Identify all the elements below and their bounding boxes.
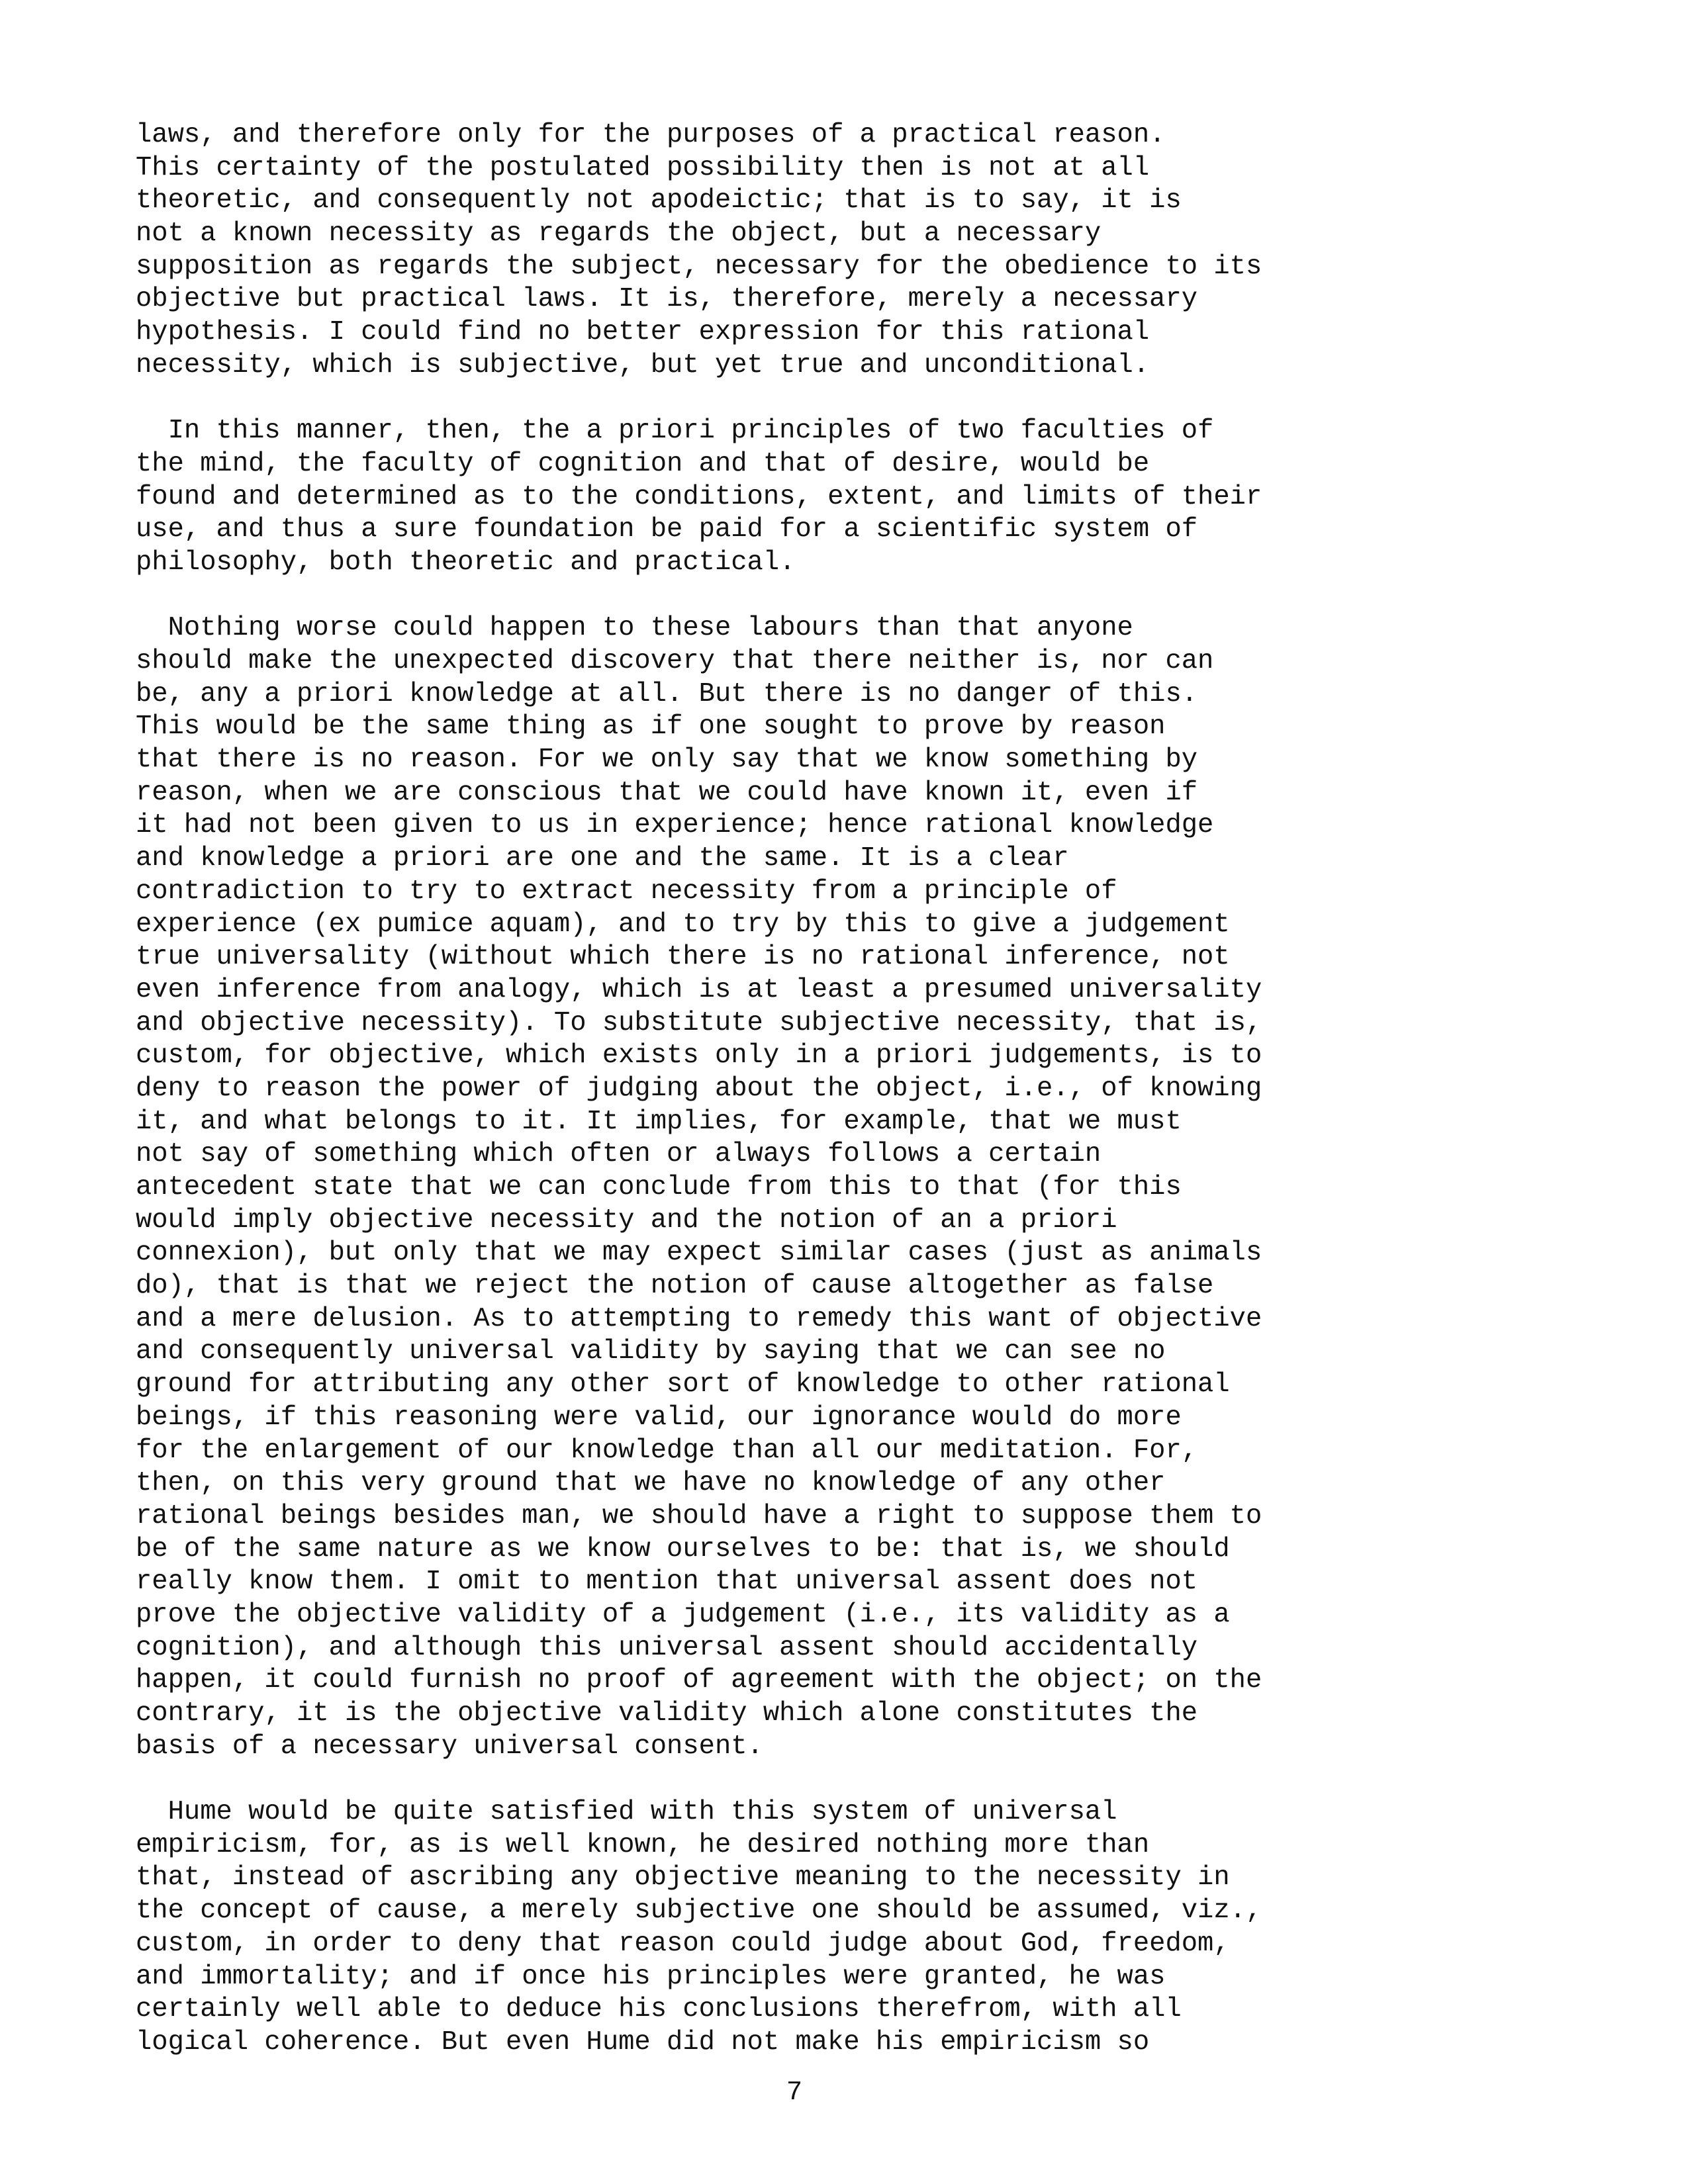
text-line: ground for attributing any other sort of knowledge to other rational xyxy=(136,1369,1230,1400)
paragraph xyxy=(136,612,1559,1763)
text-line: not a known necessity as regards the object, but a necessary xyxy=(136,218,1102,250)
text-line: logical coherence. But even Hume did not make his empiricism so xyxy=(136,2026,1150,2058)
text-line: really know them. I omit to mention that universal assent does not xyxy=(136,1567,1198,1598)
paragraph xyxy=(136,119,1559,383)
text-line: should make the unexpected discovery that there neither is, nor can xyxy=(136,646,1214,676)
text-line: empiricism, for, as is well known, he desired nothing more than xyxy=(136,1829,1150,1860)
text-line: and immortality; and if once his principles were granted, he was xyxy=(136,1961,1166,1992)
text-line: In this manner, then, the a priori principles of two faculties of xyxy=(136,416,1214,447)
text-line: and a mere delusion. As to attempting to remedy this want of objective xyxy=(136,1303,1262,1334)
page-number: 7 xyxy=(786,2077,803,2108)
text-line: be of the same nature as we know ourselves to be: that is, we should xyxy=(136,1533,1230,1565)
text-line: theoretic, and consequently not apodeictic; that is to say, it is xyxy=(136,185,1182,216)
text-line: contradiction to try to extract necessity from a principle of xyxy=(136,876,1117,907)
text-line: connexion), but only that we may expect similar cases (just as animals xyxy=(136,1238,1262,1269)
text-line: certainly well able to deduce his conclusions therefrom, with all xyxy=(136,1994,1182,2025)
text-line: custom, in order to deny that reason could judge about God, freedom, xyxy=(136,1928,1230,1959)
text-line: be, any a priori knowledge at all. But there is no danger of this. xyxy=(136,678,1198,709)
text-line: cognition), and although this universal assent should accidentally xyxy=(136,1632,1198,1663)
text-line: beings, if this reasoning were valid, our ignorance would do more xyxy=(136,1402,1182,1433)
text-line: happen, it could furnish no proof of agreement with the object; on the xyxy=(136,1665,1262,1696)
text-line: and consequently universal validity by saying that we can see no xyxy=(136,1336,1166,1367)
text-line: necessity, which is subjective, but yet true and unconditional. xyxy=(136,349,1150,381)
text-line: This would be the same thing as if one sought to prove by reason xyxy=(136,711,1166,743)
text-line: prove the objective validity of a judgement (i.e., its validity as a xyxy=(136,1599,1230,1630)
text-line: the mind, the faculty of cognition and that of desire, would be xyxy=(136,448,1150,479)
text-line: even inference from analogy, which is at least a presumed universality xyxy=(136,974,1262,1005)
text-line: do), that is that we reject the notion of cause altogether as false xyxy=(136,1271,1214,1302)
text-line: contrary, it is the objective validity which alone constitutes the xyxy=(136,1698,1198,1729)
text-line: supposition as regards the subject, necessary for the obedience to its xyxy=(136,251,1262,282)
text-line: laws, and therefore only for the purposes of a practical reason. xyxy=(136,120,1166,150)
text-line: true universality (without which there is no rational inference, not xyxy=(136,942,1230,973)
text-line: then, on this very ground that we have no knowledge of any other xyxy=(136,1468,1166,1499)
text-line: it had not been given to us in experience; hence rational knowledge xyxy=(136,810,1214,841)
text-line: and objective necessity). To substitute subjective necessity, that is, xyxy=(136,1007,1262,1038)
text-line: it, and what belongs to it. It implies, for example, that we must xyxy=(136,1106,1182,1137)
text-line: hypothesis. I could find no better expression for this rational xyxy=(136,317,1150,348)
text-line: basis of a necessary universal consent. xyxy=(136,1731,763,1762)
text-line: use, and thus a sure foundation be paid for a scientific system of xyxy=(136,514,1198,545)
text-line: experience (ex pumice aquam), and to try by this to give a judgement xyxy=(136,909,1230,940)
text-line: that, instead of ascribing any objective meaning to the necessity in xyxy=(136,1862,1230,1893)
text-line: Nothing worse could happen to these labours than that anyone xyxy=(136,613,1133,644)
body-text xyxy=(136,119,1559,2060)
text-line: that there is no reason. For we only say that we know something by xyxy=(136,745,1198,776)
text-line: objective but practical laws. It is, therefore, merely a necessary xyxy=(136,284,1198,315)
text-line: the concept of cause, a merely subjective one should be assumed, viz., xyxy=(136,1895,1262,1927)
text-line: and knowledge a priori are one and the same. It is a clear xyxy=(136,843,1069,874)
text-line: antecedent state that we can conclude from this to that (for this xyxy=(136,1172,1182,1203)
paragraph xyxy=(136,1796,1559,2060)
text-line: not say of something which often or always follows a certain xyxy=(136,1139,1102,1170)
paragraph xyxy=(136,415,1559,579)
text-line: custom, for objective, which exists only in a priori judgements, is to xyxy=(136,1040,1262,1071)
text-line: deny to reason the power of judging about the object, i.e., of knowing xyxy=(136,1073,1262,1104)
text-line: would imply objective necessity and the notion of an a priori xyxy=(136,1205,1117,1236)
text-line: This certainty of the postulated possibility then is not at all xyxy=(136,152,1150,183)
text-line: reason, when we are conscious that we could have known it, even if xyxy=(136,777,1198,808)
text-line: Hume would be quite satisfied with this system of universal xyxy=(136,1797,1117,1828)
text-line: for the enlargement of our knowledge than all our meditation. For, xyxy=(136,1435,1198,1466)
text-line: rational beings besides man, we should have a right to suppose them to xyxy=(136,1500,1262,1531)
text-line: philosophy, both theoretic and practical. xyxy=(136,547,796,578)
text-line: found and determined as to the conditions, extent, and limits of their xyxy=(136,481,1262,512)
